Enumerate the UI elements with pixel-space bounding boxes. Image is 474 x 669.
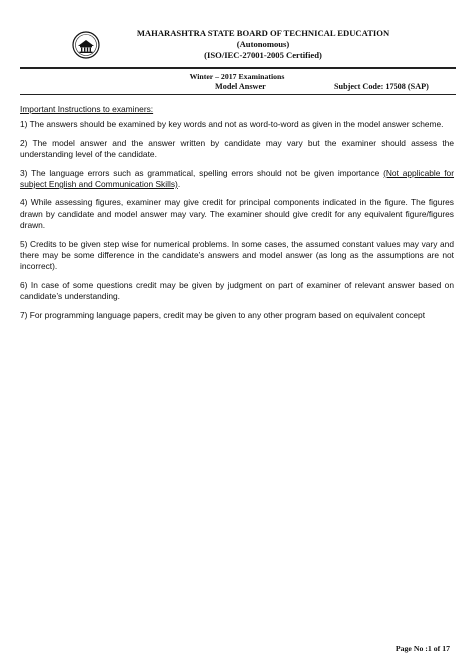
- instruction-underlined-note: (Not applicable for subject English and Communication Skills): [20, 167, 455, 190]
- certification-label: (ISO/IEC-27001-2005 Certified): [204, 50, 322, 60]
- document-header: [0, 28, 474, 61]
- instruction-item: 4) While assessing figures, examiner may give credit for principal components indicated in the figure. The figures drawn by candidate and model answer may vary. The examiner should give credit for any equivalent figure/figures drawn.: [20, 197, 454, 231]
- instruction-item: 3) The language errors such as grammatical, spelling errors should not be given importance (Not applicable for subject English and Communication Skills).: [20, 167, 455, 190]
- header-divider-top: [20, 67, 456, 69]
- instructions-heading: Important Instructions to examiners:: [20, 104, 154, 114]
- page-number: Page No :1 of 17: [395, 644, 450, 653]
- instruction-item: 6) In case of some questions credit may be given by judgment on part of examiner of relevant answer based on candidate’s understanding.: [20, 279, 454, 302]
- instructions-section: [20, 104, 454, 328]
- header-divider-bottom: [20, 94, 456, 95]
- instruction-item: 2) The model answer and the answer written by candidate may vary but the examiner should assess the understanding level of the candidate.: [20, 137, 454, 160]
- subject-code: Subject Code: 17508 (SAP): [334, 82, 429, 91]
- model-answer-title: Model Answer: [215, 82, 266, 91]
- instruction-item: 5) Credits to be given step wise for numerical problems. In some cases, the assumed constant values may vary and there may be some difference in the candidate’s answers and model answer (as long as the assumptions are not incorrect).: [20, 238, 454, 272]
- instruction-item: 7) For programming language papers, credit may be given to any other program based on equivalent concept: [20, 309, 426, 320]
- autonomous-label: (Autonomous): [236, 39, 290, 49]
- instruction-item: 1) The answers should be examined by key words and not as word-to-word as given in the model answer scheme.: [20, 119, 444, 130]
- exam-session: Winter – 2017 Examinations: [189, 72, 285, 81]
- board-name: MAHARASHTRA STATE BOARD OF TECHNICAL EDUCATION: [136, 28, 390, 38]
